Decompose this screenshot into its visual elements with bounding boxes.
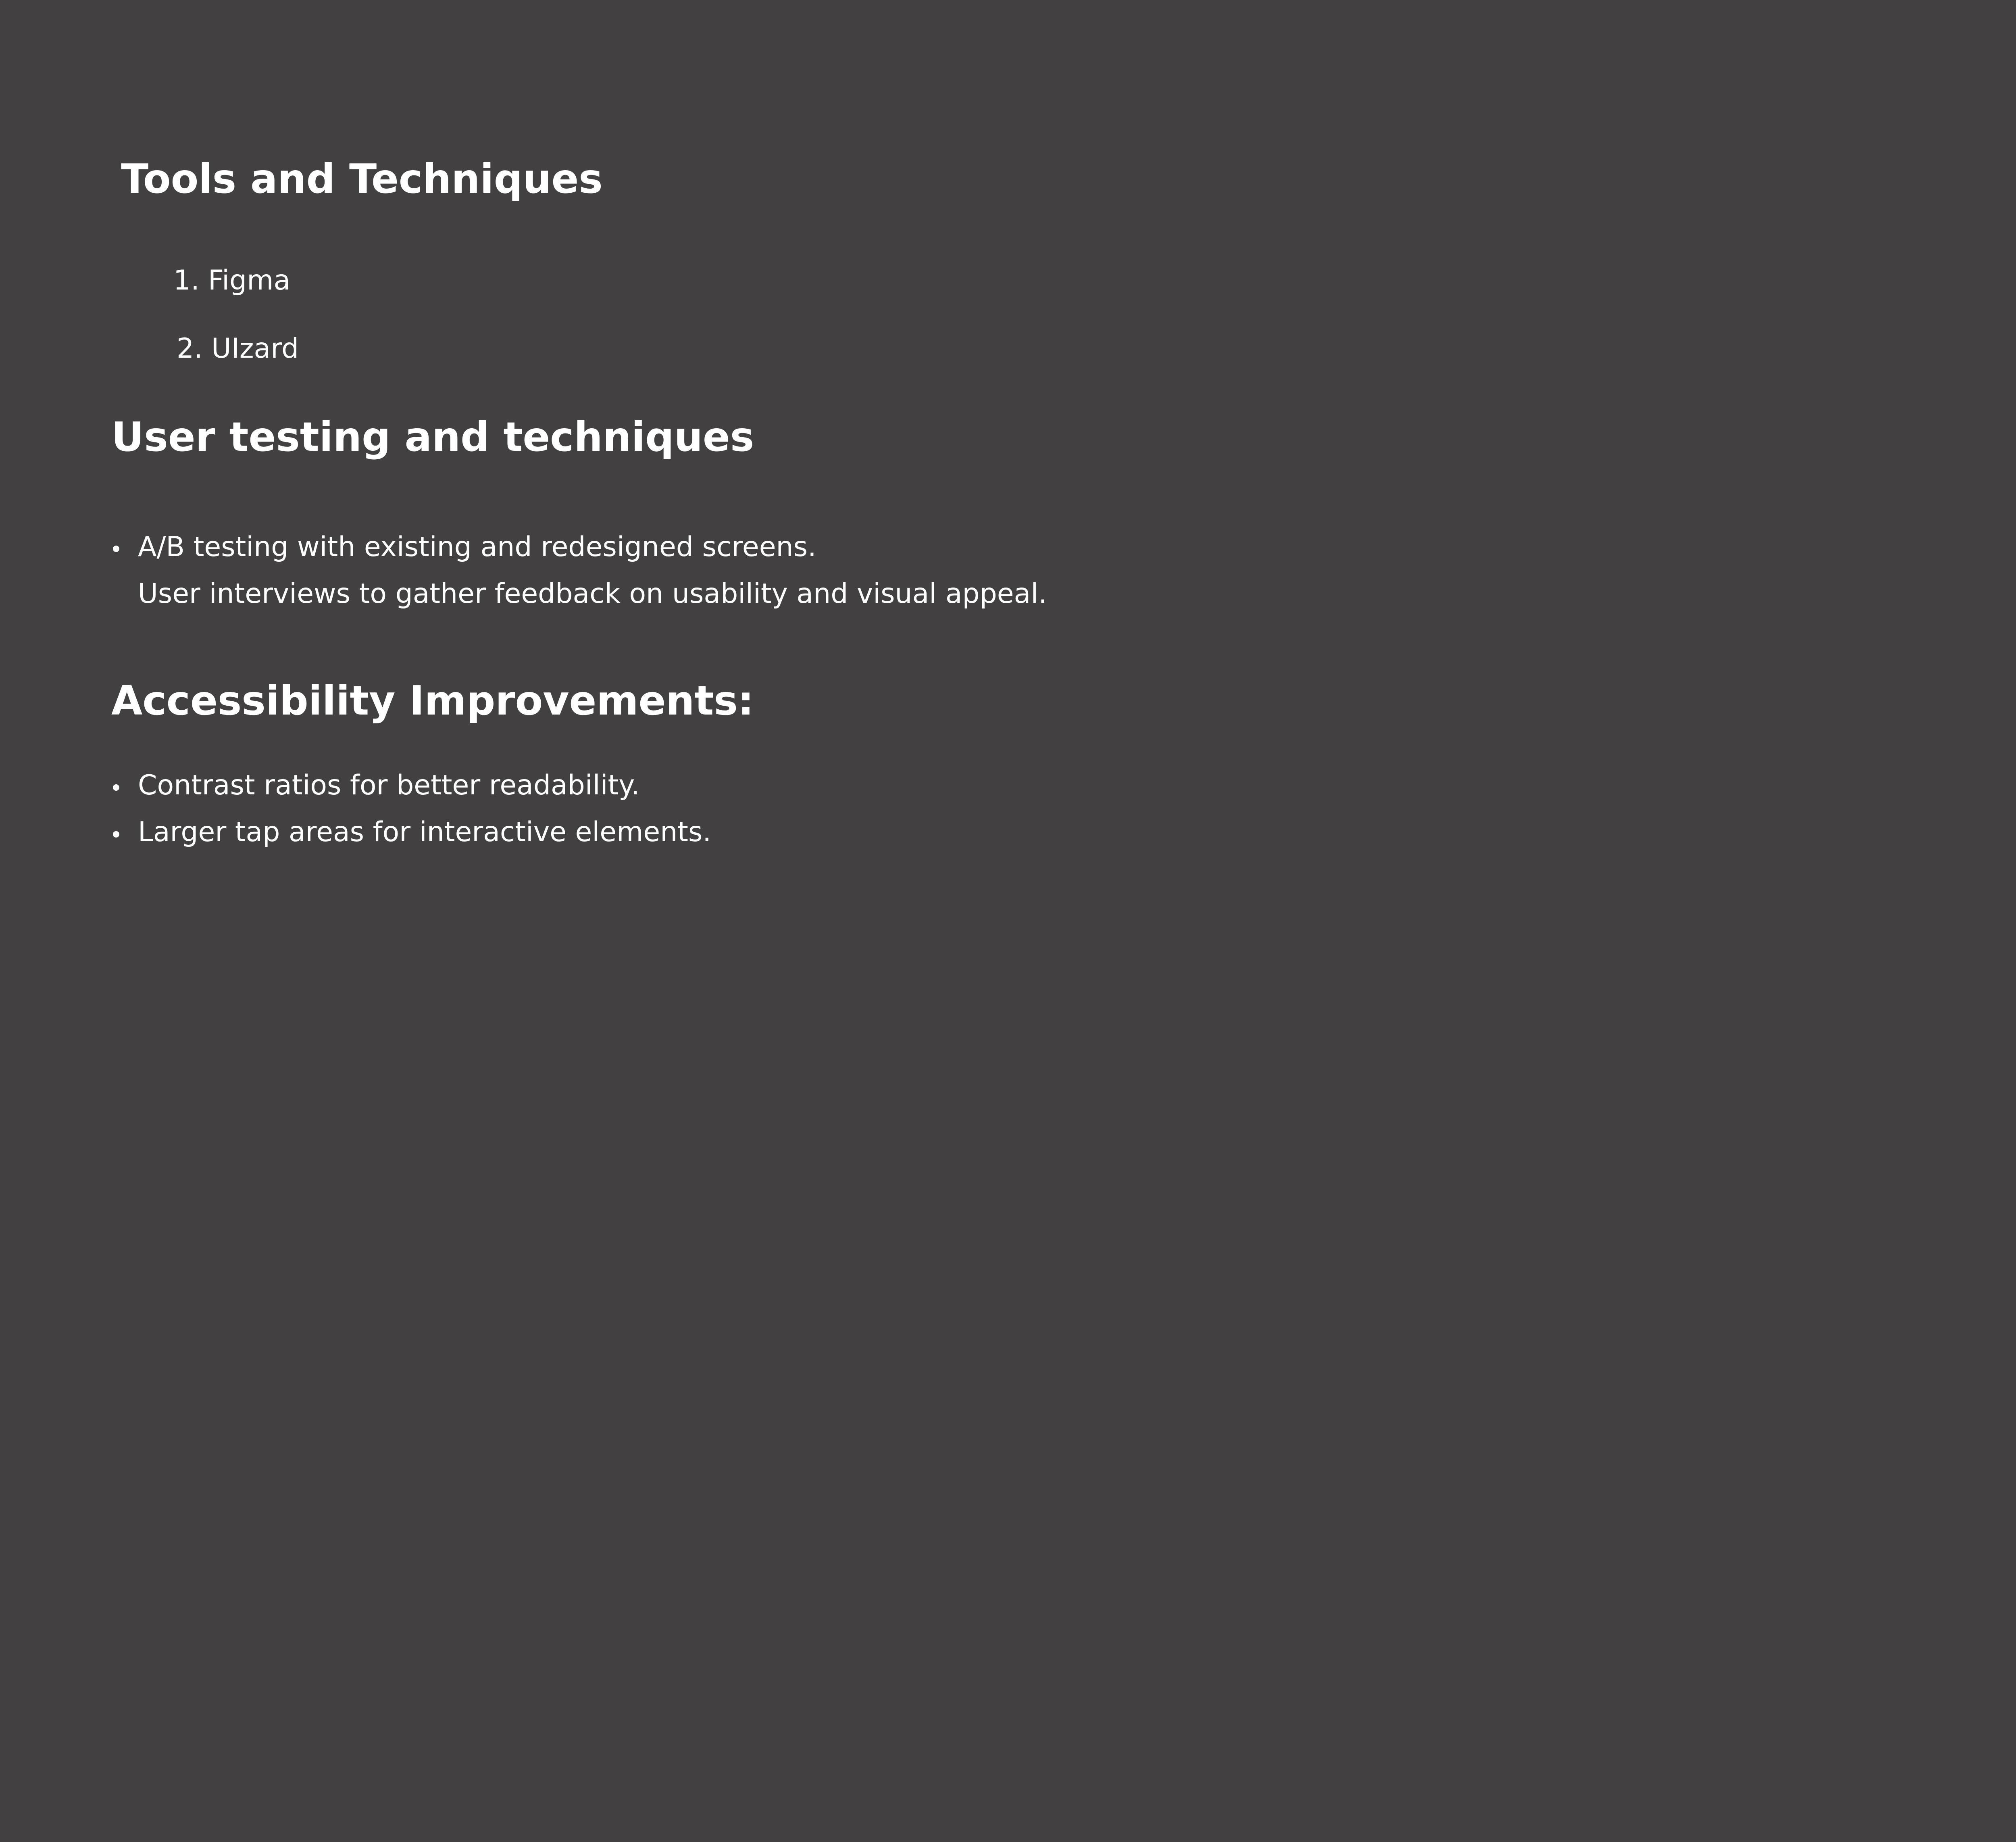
tools-heading: Tools and Techniques bbox=[121, 155, 603, 202]
accessibility-item: Larger tap areas for interactive elements. bbox=[138, 816, 711, 848]
bullet-icon bbox=[113, 784, 119, 791]
tools-item-label: Figma bbox=[208, 265, 291, 296]
tools-item-number: 2. bbox=[177, 333, 203, 365]
accessibility-item: Contrast ratios for better readability. bbox=[138, 769, 640, 801]
tools-item-number: 1. bbox=[173, 265, 200, 296]
user-testing-heading: User testing and techniques bbox=[111, 413, 754, 460]
user-testing-line: A/B testing with existing and redesigned screens. bbox=[138, 531, 816, 563]
accessibility-heading: Accessibility Improvements: bbox=[111, 677, 754, 724]
bullet-icon bbox=[113, 546, 119, 552]
tools-item-label: UIzard bbox=[211, 333, 299, 365]
user-testing-line: User interviews to gather feedback on usability and visual appeal. bbox=[138, 578, 1047, 610]
bullet-icon bbox=[113, 831, 119, 838]
